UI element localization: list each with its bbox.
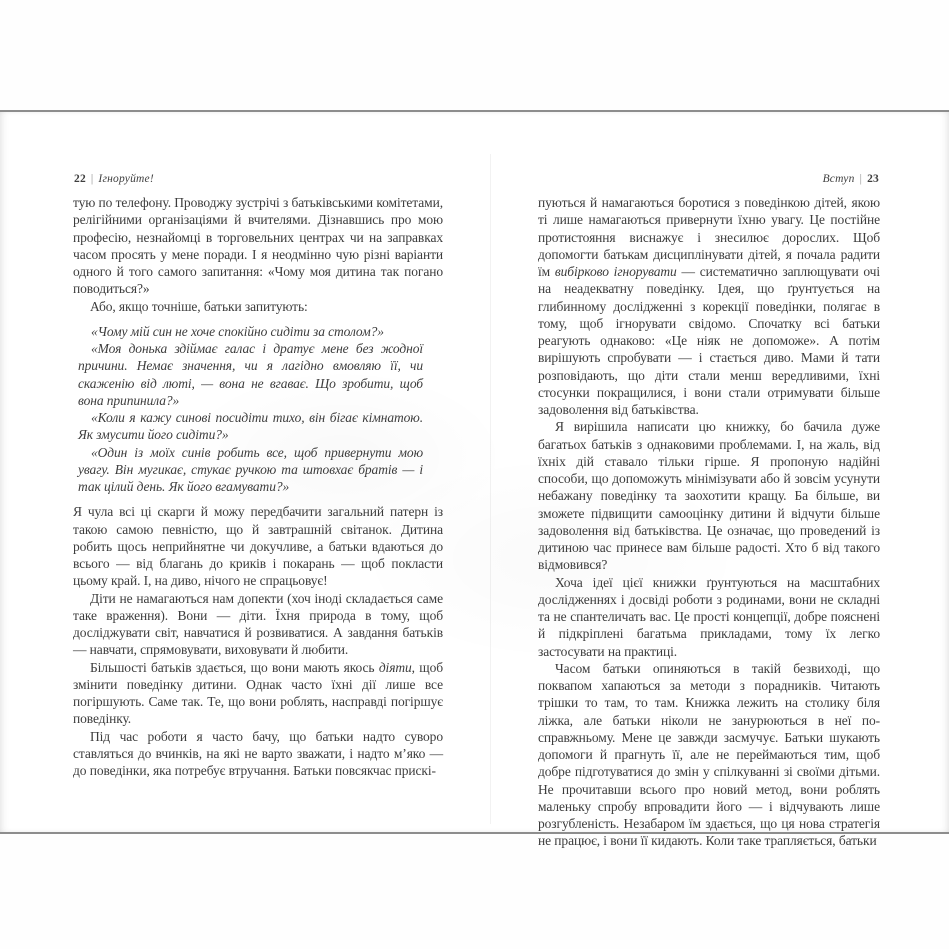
header-divider: | bbox=[90, 173, 94, 185]
paragraph: Діти не намагаються нам допекти (хоч іноді складається саме таке враження). Вони — діти. Їхня природа в тому, щоб досліджувати світ, навчатися й розвиватися. А завдання батьків — навчати, спрямовувати, виховувати й любити. bbox=[73, 590, 443, 658]
book-page-spread bbox=[0, 110, 949, 849]
quote-line: «Один із моїх синів робить все, щоб привернути мою увагу. Він мугикає, стукає ручкою та штовхає братів — і так цілий день. Як його вгамувати?» bbox=[78, 444, 423, 494]
paragraph: Під час роботи я часто бачу, що батьки надто суворо ставляться до вчинків, на які не варто зважати, і надто мʼяко — до поведінки, яка потребує втручання. Батьки повсякчас прискі- bbox=[73, 728, 443, 778]
right-page-text-column bbox=[538, 194, 880, 850]
paragraph: Я чула всі ці скарги й можу передбачити загальний патерн із такою самою певністю, що й завтрашній світанок. Дитина робить щось неприйнятне чи докучливе, а батьки вдаються до всього — від благань до криків і покарань — щоб покласти цьому край. І, на диво, нічого не спрацьовує! bbox=[73, 504, 443, 589]
paragraph bbox=[73, 659, 443, 728]
paragraph-text: — систематично заплющувати очі на неадекватну поведінку. Ідея, що ґрунтується на глибинному дослідженні з корекції поведінки, полягає в тому, щоб ігнорувати свідомо. Спочатку всі батьки реагують однаково: «Це ніяк не допоможе». А потім вирішують спробувати — і стається диво. Мами й тати розповідають, що діти стали менш вередливими, їхні стосунки покращилися, і вони стали отримувати більше задоволення від батьківства. bbox=[538, 264, 880, 417]
header-divider: | bbox=[859, 173, 863, 185]
paragraph: Або, якщо точніше, батьки запитують: bbox=[90, 298, 308, 314]
left-page-number: 22 bbox=[74, 173, 86, 185]
right-page-header bbox=[823, 172, 879, 186]
paragraph-text: пуються й намагаються боротися з поведінкою дітей, якою ті лише намагаються привернути їхню увагу. Це постійне протистояння виснажує і знесилює дорослих. Щоб допомогти батькам дисциплінувати дітей, я почала радити їм bbox=[538, 195, 880, 279]
right-chapter-title: Вступ bbox=[822, 173, 855, 185]
emphasized-text: діяти bbox=[378, 659, 412, 675]
quote-line: «Моя донька здіймає галас і дратує мене без жодної причини. Немає значення, чи я лагідно вмовляю її, чи скаженію від люті, — вона не вгаває. Що зробити, щоб вона припинила?» bbox=[78, 341, 423, 408]
paragraph: Хоча ідеї цієї книжки ґрунтуються на масштабних дослідженнях і досвіді роботи з родинами, вони не складні та не спантеличать вас. Це прості концепції, добре пояснені й підкріплені багатьма прикладами, тому їх легко застосувати на практиці. bbox=[538, 574, 880, 659]
paragraph: тую по телефону. Проводжу зустрічі з батьківськими комітетами, релігійними організаціями й вчителями. Дізнавшись про мою професію, незнайомці в торговельних центрах чи на заправках часом просять у мене поради. І я неодмінно чую різні варіанти одного й того самого запитання: «Чому моя дитина так погано поводиться?» bbox=[73, 195, 443, 297]
quote-line: «Чому мій син не хоче спокійно сидіти за столом?» bbox=[91, 323, 384, 339]
paragraph-text: Більшості батьків здається, що вони мають якось bbox=[90, 659, 379, 675]
left-chapter-title: Ігноруйте! bbox=[98, 173, 154, 185]
page-gutter-divider bbox=[490, 154, 491, 824]
paragraph: Часом батьки опиняються в такій безвиході, що поквапом хапаються за методи з порадників. Читають трішки то там, то там. Книжка лежить на столику біля ліжка, але батьки ніколи не занурюються в неї по-справжньому. Мене це завжди засмучує. Батьки шукають допомоги й прагнуть її, але не переймаються тим, щоб добре підготуватися до змін у спілкуванні зі своїми дітьми. Не прочитавши всього про новий метод, вони роблять маленьку спробу впровадити його — і відчувають лише розгубленість. Незабаром їм здається, що ця нова стратегія не працює, і вони її кидають. Коли таке трапляється, батьки bbox=[538, 660, 880, 849]
parent-quotes-block bbox=[73, 323, 443, 496]
left-page-text-column bbox=[73, 194, 443, 779]
paragraph-text: , щоб змінити поведінку дитини. Однак часто їхні дії лише все погіршують. Саме так. Те, що вони роблять, насправді погіршує поведінку. bbox=[73, 659, 444, 727]
right-page-number: 23 bbox=[867, 173, 879, 185]
emphasized-text: вибірково ігнорувати bbox=[554, 264, 677, 279]
quote-line: «Коли я кажу синові посидіти тихо, він бігає кімнатою. Як змусити його сидіти?» bbox=[78, 410, 423, 443]
paragraph: Я вирішила написати цю книжку, бо бачила дуже багатьох батьків з однаковими проблемами. І, на жаль, від їхніх дій ставало тільки гірше. Я пропоную надійні способи, що допоможуть мінімізувати або й зовсім усунути небажану поведінку та заохотити кращу. Ба більше, ви зможете підвищити самооцінку дитини й відчути більше задоволення від батьківства. Це означає, що проведений із дитиною час принесе вам більше радості. Хто б від такого відмовився? bbox=[538, 419, 880, 573]
paragraph bbox=[538, 194, 880, 418]
left-page-header bbox=[74, 172, 154, 186]
